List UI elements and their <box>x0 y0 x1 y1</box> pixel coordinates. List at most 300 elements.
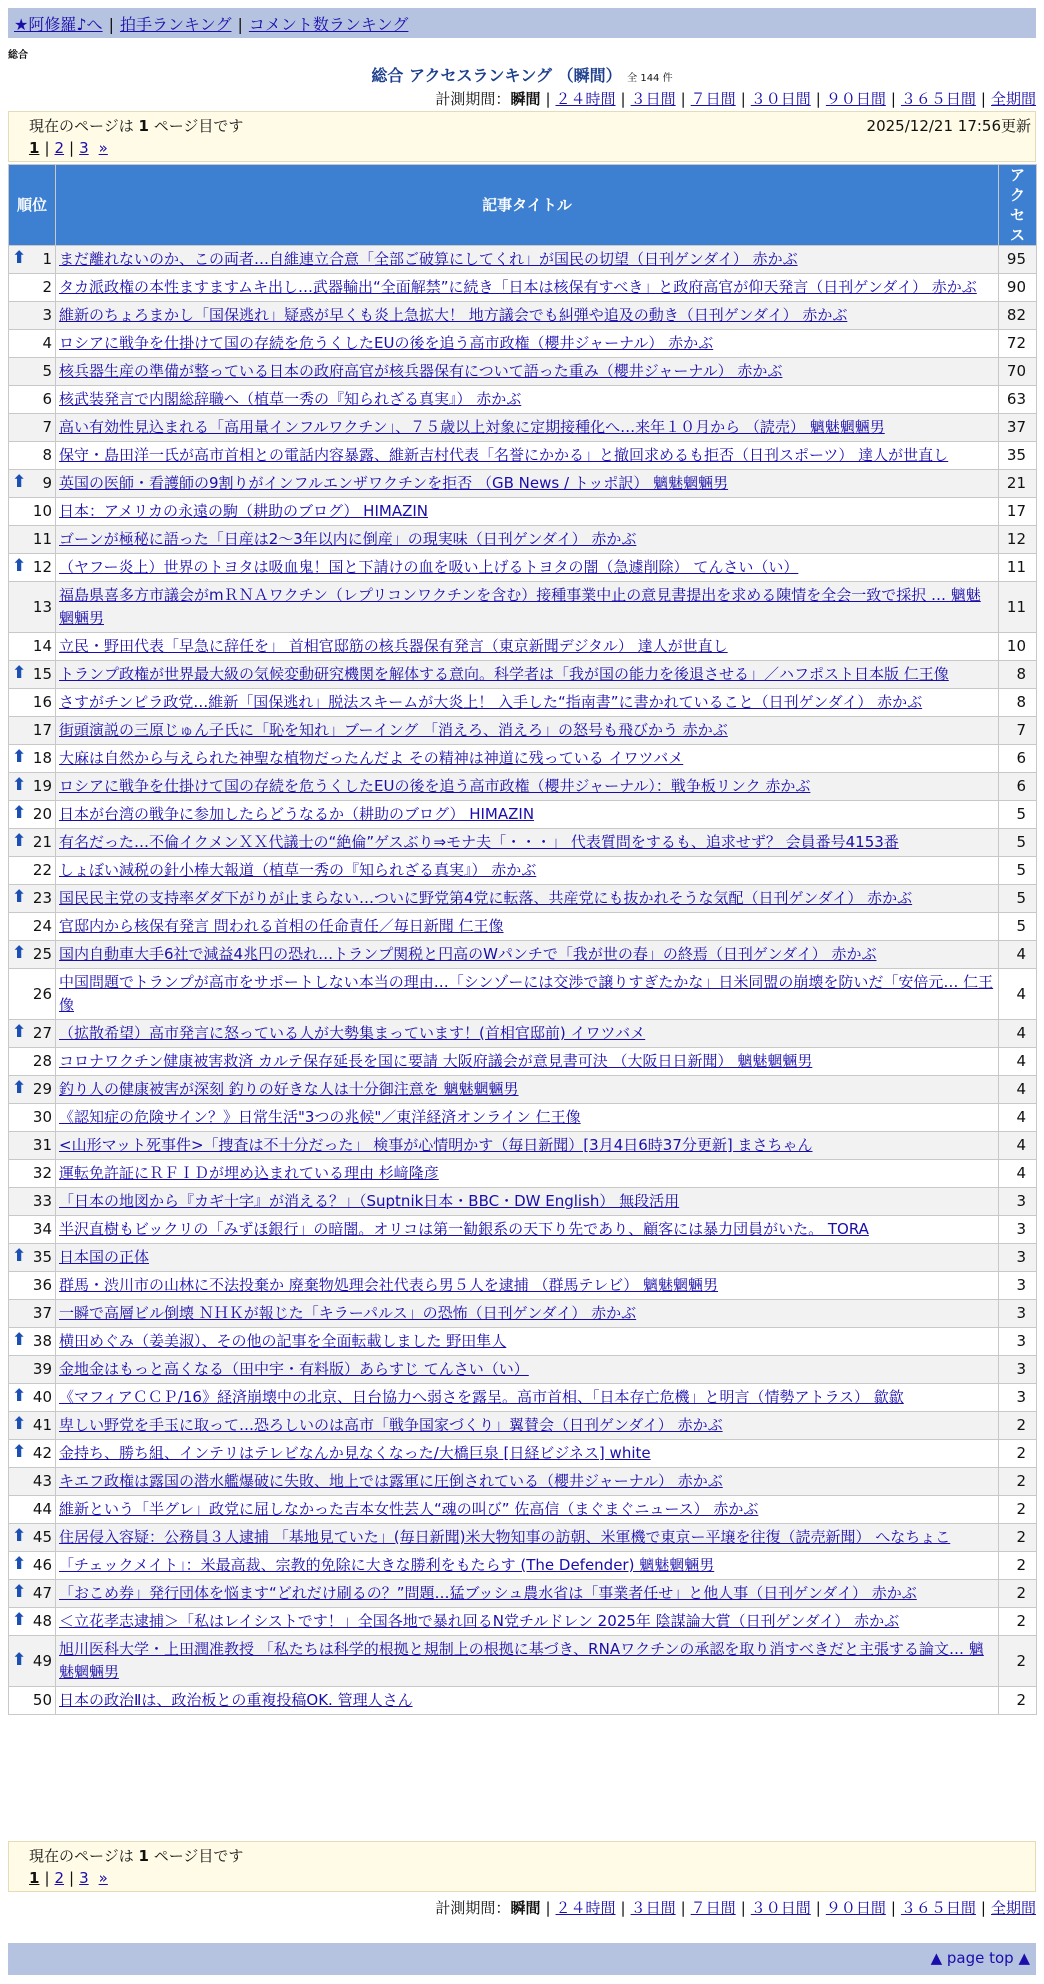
rank-number: 8 <box>42 446 52 464</box>
period-30d-link[interactable]: ３０日間 <box>750 1899 811 1917</box>
up-arrow-icon: ⬆ <box>12 1078 27 1098</box>
article-title-link[interactable]: （ヤフー炎上）世界のトヨタは吸血鬼！国と下請けの血を吸い上げるトヨタの闇（急遽削除） てんさい（い） <box>59 558 799 576</box>
access-count: 2 <box>999 1580 1037 1608</box>
table-row <box>9 885 1037 913</box>
article-title-link[interactable]: ＜立花孝志逮捕＞「私はレイシストです！」全国各地で暴れ回るN党チルドレン 2025年 陰謀論大賞（日刊ゲンダイ） 赤かぶ <box>59 1612 900 1630</box>
article-title-link[interactable]: 運転免許証にＲＦＩＤが埋め込まれている理由 杉﨑隆彦 <box>59 1164 439 1182</box>
ranking-title: 総合 アクセスランキング （瞬間） <box>371 66 622 85</box>
title-cell <box>56 1160 999 1188</box>
access-count: 3 <box>999 1384 1037 1412</box>
article-title-link[interactable]: 《認知症の危険サイン？》日常生活"3つの兆候"／東洋経済オンライン 仁王像 <box>59 1108 581 1126</box>
article-title-link[interactable]: さすがチンピラ政党…維新「国保逃れ」脱法スキームが大炎上！ 入手した“指南書”に書かれていること（日刊ゲンダイ） 赤かぶ <box>59 693 923 711</box>
article-title-link[interactable]: 金地金はもっと高くなる（田中宇・有料版）あらすじ てんさい（い） <box>59 1360 529 1378</box>
rank-number: 46 <box>32 1556 52 1574</box>
updated-timestamp: 2025/12/21 17:56更新 <box>866 117 1031 135</box>
table-row <box>9 689 1037 717</box>
rank-number: 18 <box>32 749 52 767</box>
access-count: 3 <box>999 1188 1037 1216</box>
access-count: 3 <box>999 1328 1037 1356</box>
rank-cell <box>9 661 56 689</box>
rank-cell <box>9 969 56 1020</box>
access-count: 7 <box>999 717 1037 745</box>
article-title-link[interactable]: 福島県喜多方市議会がmＲＮＡワクチン（レプリコンワクチンを含む）接種事業中止の意見書提出を求める陳情を全会一致で採択 … 魑魅魍魎男 <box>59 586 981 627</box>
title-cell <box>56 1020 999 1048</box>
article-title-link[interactable]: 釣り人の健康被害が深刻 釣りの好きな人は十分御注意を 魑魅魍魎男 <box>59 1080 519 1098</box>
access-column-header: アクセス <box>999 165 1037 246</box>
rank-number: 11 <box>32 530 52 548</box>
title-cell <box>56 633 999 661</box>
title-cell <box>56 1104 999 1132</box>
rank-number: 3 <box>42 306 52 324</box>
rank-number: 31 <box>32 1136 52 1154</box>
up-arrow-icon: ⬆ <box>12 1526 27 1546</box>
table-row <box>9 246 1037 274</box>
table-row <box>9 1188 1037 1216</box>
table-row <box>9 302 1037 330</box>
up-arrow-icon: ⬆ <box>12 1649 27 1670</box>
access-count: 4 <box>999 941 1037 969</box>
table-row <box>9 661 1037 689</box>
page-1-current: 1 <box>29 1869 40 1887</box>
article-title-link[interactable]: 核武装発言で内閣総辞職へ（植草一秀の『知られざる真実』） 赤かぶ <box>59 390 522 408</box>
period-label: 計測期間： <box>435 1899 511 1917</box>
table-row <box>9 386 1037 414</box>
title-cell <box>56 1468 999 1496</box>
access-count: 10 <box>999 633 1037 661</box>
article-title-link[interactable]: 核兵器生産の準備が整っている日本の政府高官が核兵器保有について語った重み（櫻井ジャーナル） 赤かぶ <box>59 362 783 380</box>
article-title-link[interactable]: 旭川医科大学・上田潤准教授 「私たちは科学的根拠と規制上の根拠に基づき、RNAワクチンの承認を取り消すべきだと主張する論文… 魑魅魍魎男 <box>59 1640 984 1681</box>
article-title-link[interactable]: まだ離れないのか、この両者…自維連立合意「全部ご破算にしてくれ」が国民の切望（日刊ゲンダイ） 赤かぶ <box>59 250 798 268</box>
article-title-link[interactable]: 維新のちょろまかし「国保逃れ」疑惑が早くも炎上急拡大！ 地方議会でも糾弾や追及の動き（日刊ゲンダイ） 赤かぶ <box>59 306 848 324</box>
page-info-top <box>8 111 1036 162</box>
table-row <box>9 274 1037 302</box>
article-title-link[interactable]: （拡散希望）高市発言に怒っている人が大勢集まっています！(首相官邸前) イワツバメ <box>59 1024 646 1042</box>
ranking-table <box>8 164 1037 1715</box>
up-arrow-icon: ⬆ <box>12 887 27 907</box>
applause-ranking-link[interactable]: 拍手ランキング <box>119 15 232 34</box>
rank-number: 42 <box>32 1444 52 1462</box>
title-cell <box>56 1300 999 1328</box>
article-title-link[interactable]: 横田めぐみ（姜美淑）、その他の記事を全面転載しました 野田隼人 <box>59 1332 507 1350</box>
rank-cell <box>9 582 56 633</box>
rank-cell <box>9 941 56 969</box>
rank-number: 40 <box>32 1388 52 1406</box>
table-row <box>9 717 1037 745</box>
rank-cell <box>9 1020 56 1048</box>
table-row <box>9 358 1037 386</box>
period-90d-link[interactable]: ９０日間 <box>825 90 886 108</box>
rank-cell <box>9 274 56 302</box>
article-title-link[interactable]: ロシアに戦争を仕掛けて国の存続を危うくしたEUの後を追う高市政権（櫻井ジャーナル） 赤かぶ <box>59 334 714 352</box>
table-row <box>9 1552 1037 1580</box>
table-row <box>9 1076 1037 1104</box>
rank-cell <box>9 745 56 773</box>
period-90d-link[interactable]: ９０日間 <box>825 1899 886 1917</box>
current-page-text: 現在のページは 1 ページ目です <box>29 1847 244 1865</box>
article-title-link[interactable]: 英国の医師・看護師の9割りがインフルエンザワクチンを拒否 （GB News / トッポ訳） 魑魅魍魎男 <box>59 474 729 492</box>
rank-cell <box>9 857 56 885</box>
nav-separator: | <box>108 15 114 34</box>
access-count: 63 <box>999 386 1037 414</box>
period-365d-link[interactable]: ３６５日間 <box>900 1899 976 1917</box>
rank-cell <box>9 358 56 386</box>
period-3d-link[interactable]: ３日間 <box>630 90 676 108</box>
article-title-link[interactable]: トランプ政権が世界最大級の気候変動研究機関を解体する意向。科学者は「我が国の能力を後退させる」／ハフポスト日本版 仁王像 <box>59 665 949 683</box>
next-page-link[interactable]: » <box>98 139 108 157</box>
rank-number: 1 <box>42 250 52 268</box>
access-count: 2 <box>999 1687 1037 1715</box>
rank-number: 17 <box>32 721 52 739</box>
period-all-link[interactable]: 全期間 <box>990 1899 1036 1917</box>
rank-cell <box>9 773 56 801</box>
article-title-link[interactable]: しょぼい減税の針小棒大報道（植草一秀の『知られざる真実』） 赤かぶ <box>59 861 537 879</box>
rank-cell <box>9 1048 56 1076</box>
rank-number: 45 <box>32 1528 52 1546</box>
table-row <box>9 1244 1037 1272</box>
title-cell <box>56 1687 999 1715</box>
home-link[interactable]: ★阿修羅♪へ <box>14 15 103 34</box>
table-row <box>9 773 1037 801</box>
article-title-link[interactable]: 有名だった…不倫イクメンＸＸ代議士の“絶倫”ゲスぶり⇒モナ夫「・・・」 代表質問をするも、追求せず？ 会員番号4153番 <box>59 833 899 851</box>
table-row <box>9 1104 1037 1132</box>
rank-number: 27 <box>32 1024 52 1042</box>
period-365d-link[interactable]: ３６５日間 <box>900 90 976 108</box>
access-count: 3 <box>999 1244 1037 1272</box>
access-count: 2 <box>999 1524 1037 1552</box>
article-title-link[interactable]: 保守・島田洋一氏が高市首相との電話内容暴露、維新吉村代表「名誉にかかる」と撤回求めるも拒否（日刊スポーツ） 達人が世直し <box>59 446 949 464</box>
access-count: 11 <box>999 582 1037 633</box>
rank-number: 19 <box>32 777 52 795</box>
page-1-current: 1 <box>29 139 40 157</box>
up-arrow-icon: ⬆ <box>12 1246 27 1266</box>
title-cell <box>56 773 999 801</box>
title-cell <box>56 1048 999 1076</box>
rank-number: 16 <box>32 693 52 711</box>
article-title-link[interactable]: 立民・野田代表「早急に辞任を」 首相官邸筋の核兵器保有発言（東京新聞デジタル） 達人が世直し <box>59 637 728 655</box>
period-3d-link[interactable]: ３日間 <box>630 1899 676 1917</box>
access-count: 4 <box>999 969 1037 1020</box>
rank-cell <box>9 1132 56 1160</box>
page-2-link[interactable]: 2 <box>54 1869 65 1887</box>
title-cell <box>56 526 999 554</box>
rank-cell <box>9 829 56 857</box>
access-count: 3 <box>999 1356 1037 1384</box>
article-title-link[interactable]: 官邸内から核保有発言 問われる首相の任命責任／毎日新聞 仁王像 <box>59 917 504 935</box>
period-selector-top: 計測期間：瞬間 | ２４時間 | ３日間 | ７日間 | ３０日間 | ９０日間 | ３６５日間 | 全期間 <box>435 90 1036 108</box>
table-row <box>9 633 1037 661</box>
title-cell <box>56 969 999 1020</box>
article-title-link[interactable]: 「おこめ券」発行団体を悩ます“どれだけ刷るの？”問題…猛ブッシュ農水省は「事業者任せ」と他人事（日刊ゲンダイ） 赤かぶ <box>59 1584 917 1602</box>
rank-cell <box>9 913 56 941</box>
table-row <box>9 941 1037 969</box>
article-title-link[interactable]: 住居侵入容疑：公務員３人逮捕 「基地見ていた」(毎日新聞)米大物知事の訪朝、米軍機で東京ー平壌を往復（読売新聞） へなちょこ <box>59 1528 951 1546</box>
rank-cell <box>9 633 56 661</box>
title-cell <box>56 414 999 442</box>
rank-number: 12 <box>32 558 52 576</box>
bottom-bar <box>8 1943 1036 1975</box>
period-24h-link[interactable]: ２４時間 <box>555 90 616 108</box>
access-count: 21 <box>999 470 1037 498</box>
up-arrow-icon: ⬆ <box>12 248 27 268</box>
title-cell <box>56 1272 999 1300</box>
access-count: 4 <box>999 1020 1037 1048</box>
access-count: 4 <box>999 1160 1037 1188</box>
up-arrow-icon: ⬆ <box>12 1330 27 1350</box>
title-column-header: 記事タイトル <box>56 165 999 246</box>
table-row <box>9 1216 1037 1244</box>
page-3-link[interactable]: 3 <box>79 139 89 157</box>
title-cell <box>56 689 999 717</box>
title-cell <box>56 1552 999 1580</box>
period-7d-link[interactable]: ７日間 <box>690 1899 736 1917</box>
period-all-link[interactable]: 全期間 <box>990 90 1036 108</box>
next-page-link[interactable]: » <box>98 1869 108 1887</box>
title-cell <box>56 857 999 885</box>
comment-ranking-link[interactable]: コメント数ランキング <box>248 15 409 34</box>
rank-number: 36 <box>32 1276 52 1294</box>
title-cell <box>56 1076 999 1104</box>
table-row <box>9 1524 1037 1552</box>
access-count: 37 <box>999 414 1037 442</box>
access-count: 2 <box>999 1468 1037 1496</box>
title-cell <box>56 1356 999 1384</box>
up-arrow-icon: ⬆ <box>12 1610 27 1630</box>
table-header-row <box>9 165 1037 246</box>
title-cell <box>56 274 999 302</box>
access-count: 5 <box>999 913 1037 941</box>
article-title-link[interactable]: 国内自動車大手6社で減益4兆円の恐れ…トランプ関税と円高のWパンチで「我が世の春」の終焉（日刊ゲンダイ） 赤かぶ <box>59 945 877 963</box>
rank-number: 21 <box>32 833 52 851</box>
title-cell <box>56 1328 999 1356</box>
rank-cell <box>9 1687 56 1715</box>
table-row <box>9 857 1037 885</box>
article-title-link[interactable]: タカ派政権の本性ますますムキ出し…武器輸出“全面解禁”に続き「日本は核保有すべき」と政府高官が仰天発言（日刊ゲンダイ） 赤かぶ <box>59 278 977 296</box>
period-30d-link[interactable]: ３０日間 <box>750 90 811 108</box>
title-cell <box>56 829 999 857</box>
page-info-bottom <box>8 1841 1036 1892</box>
title-cell <box>56 302 999 330</box>
title-cell <box>56 1384 999 1412</box>
pagination-bottom: 1 | 2 | 3 » <box>29 1869 108 1887</box>
access-count: 4 <box>999 1132 1037 1160</box>
table-row <box>9 1496 1037 1524</box>
rank-cell <box>9 442 56 470</box>
total-count: 全 144 件 <box>627 73 673 84</box>
access-count: 2 <box>999 1636 1037 1687</box>
rank-cell <box>9 1412 56 1440</box>
title-cell <box>56 1580 999 1608</box>
table-row <box>9 1608 1037 1636</box>
table-row <box>9 330 1037 358</box>
title-cell <box>56 913 999 941</box>
page-title <box>0 63 1044 86</box>
article-title-link[interactable]: 日本の政治Ⅱは、政治板との重複投稿OK. 管理人さん <box>59 1691 413 1709</box>
article-title-link[interactable]: 街頭演説の三原じゅん子氏に「恥を知れ」ブーイング 「消えろ、消えろ」の怒号も飛びかう 赤かぶ <box>59 721 728 739</box>
rank-number: 26 <box>32 984 52 1003</box>
rank-cell <box>9 1160 56 1188</box>
table-row <box>9 801 1037 829</box>
article-title-link[interactable]: 日本国の正体 <box>59 1248 150 1266</box>
rank-number: 48 <box>32 1612 52 1630</box>
table-row <box>9 1328 1037 1356</box>
table-row <box>9 582 1037 633</box>
access-count: 2 <box>999 1608 1037 1636</box>
up-arrow-icon: ⬆ <box>12 1554 27 1574</box>
article-title-link[interactable]: 国民民主党の支持率ダダ下がりが止まらない…ついに野党第4党に転落、共産党にも抜かれそうな気配（日刊ゲンダイ） 赤かぶ <box>59 889 913 907</box>
article-title-link[interactable]: 「チェックメイト」：米最高裁、宗教的免除に大きな勝利をもたらす (The Defender) 魑魅魍魎男 <box>59 1556 715 1574</box>
title-cell <box>56 1132 999 1160</box>
rank-cell <box>9 1636 56 1687</box>
title-cell <box>56 470 999 498</box>
article-title-link[interactable]: 《マフィアＣＣＰ/16》経済崩壊中の北京、日台協力へ弱さを露呈。高市首相、「日本存亡危機」と明言（情勢アトラス） 歙歙 <box>59 1388 904 1406</box>
rank-number: 4 <box>42 334 52 352</box>
article-title-link[interactable]: 一瞬で高層ビル倒壊 ＮＨＫが報じた「キラーパルス」の恐怖（日刊ゲンダイ） 赤かぶ <box>59 1304 637 1322</box>
rank-number: 38 <box>32 1332 52 1350</box>
page-top-link[interactable]: ▲ page top ▲ <box>930 1949 1030 1967</box>
title-cell <box>56 498 999 526</box>
title-cell <box>56 661 999 689</box>
table-row <box>9 1020 1037 1048</box>
rank-cell <box>9 1580 56 1608</box>
title-cell <box>56 1244 999 1272</box>
article-title-link[interactable]: 卑しい野党を手玉に取って…恐ろしいのは高市「戦争国家づくり」翼賛会（日刊ゲンダイ） 赤かぶ <box>59 1416 723 1434</box>
access-count: 6 <box>999 745 1037 773</box>
table-row <box>9 1300 1037 1328</box>
rank-cell <box>9 498 56 526</box>
page-2-link[interactable]: 2 <box>54 139 65 157</box>
rank-number: 33 <box>32 1192 52 1210</box>
category-label: 総合 <box>8 50 28 61</box>
access-count: 2 <box>999 1552 1037 1580</box>
article-title-link[interactable]: 大麻は自然から与えられた神聖な植物だったんだよ その精神は神道に残っている イワツバメ <box>59 749 684 767</box>
up-arrow-icon: ⬆ <box>12 1582 27 1602</box>
title-cell <box>56 1412 999 1440</box>
rank-number: 5 <box>42 362 52 380</box>
access-count: 5 <box>999 829 1037 857</box>
article-title-link[interactable]: 金持ち、勝ち組、インテリはテレビなんか見なくなった/大橋巨泉 [日経ビジネス] white <box>59 1444 651 1462</box>
title-cell <box>56 246 999 274</box>
rank-cell <box>9 1440 56 1468</box>
table-row <box>9 1272 1037 1300</box>
access-count: 8 <box>999 661 1037 689</box>
rank-cell <box>9 386 56 414</box>
table-row <box>9 913 1037 941</box>
current-page-text: 現在のページは 1 ページ目です <box>29 117 244 135</box>
rank-number: 28 <box>32 1052 52 1070</box>
rank-cell <box>9 1244 56 1272</box>
access-count: 5 <box>999 857 1037 885</box>
article-title-link[interactable]: ロシアに戦争を仕掛けて国の存続を危うくしたEUの後を追う高市政権（櫻井ジャーナル）：戦争板リンク 赤かぶ <box>59 777 811 795</box>
access-count: 4 <box>999 1048 1037 1076</box>
article-title-link[interactable]: 群馬・渋川市の山林に不法投棄か 廃棄物処理会社代表ら男５人を逮捕 （群馬テレビ） 魑魅魍魎男 <box>59 1276 719 1294</box>
table-row <box>9 1132 1037 1160</box>
access-count: 3 <box>999 1216 1037 1244</box>
rank-number: 29 <box>32 1080 52 1098</box>
title-cell <box>56 442 999 470</box>
article-title-link[interactable]: 高い有効性見込まれる「高用量インフルワクチン」、７５歳以上対象に定期接種化へ…来年１０月から （読売） 魑魅魍魎男 <box>59 418 885 436</box>
rank-cell <box>9 414 56 442</box>
article-title-link[interactable]: 維新という「半グレ」政党に屈しなかった吉本女性芸人“魂の叫び” 佐高信（まぐまぐニュース） 赤かぶ <box>59 1500 759 1518</box>
rank-number: 20 <box>32 805 52 823</box>
rank-cell <box>9 1076 56 1104</box>
period-7d-link[interactable]: ７日間 <box>690 90 736 108</box>
access-count: 5 <box>999 885 1037 913</box>
table-row <box>9 829 1037 857</box>
rank-cell <box>9 526 56 554</box>
table-row <box>9 1580 1037 1608</box>
page-3-link[interactable]: 3 <box>79 1869 89 1887</box>
up-arrow-icon: ⬆ <box>12 831 27 851</box>
rank-number: 37 <box>32 1304 52 1322</box>
table-row <box>9 1160 1037 1188</box>
rank-cell <box>9 1468 56 1496</box>
rank-number: 49 <box>32 1651 52 1670</box>
article-title-link[interactable]: ゴーンが極秘に語った「日産は2～3年以内に倒産」の現実味（日刊ゲンダイ） 赤かぶ <box>59 530 637 548</box>
period-label: 計測期間： <box>435 90 511 108</box>
rank-number: 35 <box>32 1248 52 1266</box>
title-cell <box>56 582 999 633</box>
article-title-link[interactable]: キエフ政権は露国の潜水艦爆破に失敗、地上では露軍に圧倒されている（櫻井ジャーナル） 赤かぶ <box>59 1472 723 1490</box>
rank-number: 2 <box>42 278 52 296</box>
up-arrow-icon: ⬆ <box>12 556 27 576</box>
access-count: 6 <box>999 773 1037 801</box>
table-row <box>9 1440 1037 1468</box>
period-selector-bottom: 計測期間：瞬間 | ２４時間 | ３日間 | ７日間 | ３０日間 | ９０日間 | ３６５日間 | 全期間 <box>435 1899 1036 1917</box>
rank-number: 44 <box>32 1500 52 1518</box>
article-title-link[interactable]: 日本が台湾の戦争に参加したらどうなるか（耕助のブログ） HIMAZIN <box>59 805 535 823</box>
rank-number: 9 <box>42 474 52 492</box>
access-count: 11 <box>999 554 1037 582</box>
up-arrow-icon: ⬆ <box>12 663 27 683</box>
article-title-link[interactable]: 「日本の地図から『カギ十字』が消える？」（Suptnik日本・BBC・DW English） 無段活用 <box>59 1192 680 1210</box>
title-cell <box>56 1608 999 1636</box>
title-cell <box>56 717 999 745</box>
rank-number: 32 <box>32 1164 52 1182</box>
period-24h-link[interactable]: ２４時間 <box>555 1899 616 1917</box>
article-title-link[interactable]: コロナワクチン健康被害救済 カルテ保存延長を国に要請 大阪府議会が意見書可決 （大阪日日新聞） 魑魅魍魎男 <box>59 1052 813 1070</box>
up-arrow-icon: ⬆ <box>12 943 27 963</box>
title-cell <box>56 745 999 773</box>
access-count: 35 <box>999 442 1037 470</box>
rank-number: 13 <box>32 597 52 616</box>
title-cell <box>56 386 999 414</box>
rank-number: 47 <box>32 1584 52 1602</box>
rank-number: 14 <box>32 637 52 655</box>
nav-separator: | <box>237 15 243 34</box>
access-count: 5 <box>999 801 1037 829</box>
article-title-link[interactable]: 中国問題でトランプが高市をサポートしない本当の理由…「シンゾーには交渉で譲りすぎたかな」日米同盟の崩壊を防いだ「安倍元… 仁王像 <box>59 973 994 1014</box>
article-title-link[interactable]: 半沢直樹もビックリの「みずほ銀行」の暗闇。オリコは第一勧銀系の天下り先であり、顧客には暴力団員がいた。 TORA <box>59 1220 869 1238</box>
rank-cell <box>9 1552 56 1580</box>
table-row <box>9 1468 1037 1496</box>
rank-number: 6 <box>42 390 52 408</box>
table-row <box>9 1636 1037 1687</box>
table-row <box>9 745 1037 773</box>
access-count: 2 <box>999 1440 1037 1468</box>
title-cell <box>56 554 999 582</box>
title-cell <box>56 885 999 913</box>
rank-cell <box>9 470 56 498</box>
rank-cell <box>9 1384 56 1412</box>
access-count: 90 <box>999 274 1037 302</box>
up-arrow-icon: ⬆ <box>12 747 27 767</box>
rank-number: 25 <box>32 945 52 963</box>
article-title-link[interactable]: 日本：アメリカの永遠の駒（耕助のブログ） HIMAZIN <box>59 502 428 520</box>
article-title-link[interactable]: <山形マット死事件>「捜査は不十分だった」 検事が心情明かす（毎日新聞）[3月4日6時37分更新] まさちゃん <box>59 1136 813 1154</box>
table-row <box>9 969 1037 1020</box>
access-count: 4 <box>999 1076 1037 1104</box>
up-arrow-icon: ⬆ <box>12 472 27 492</box>
